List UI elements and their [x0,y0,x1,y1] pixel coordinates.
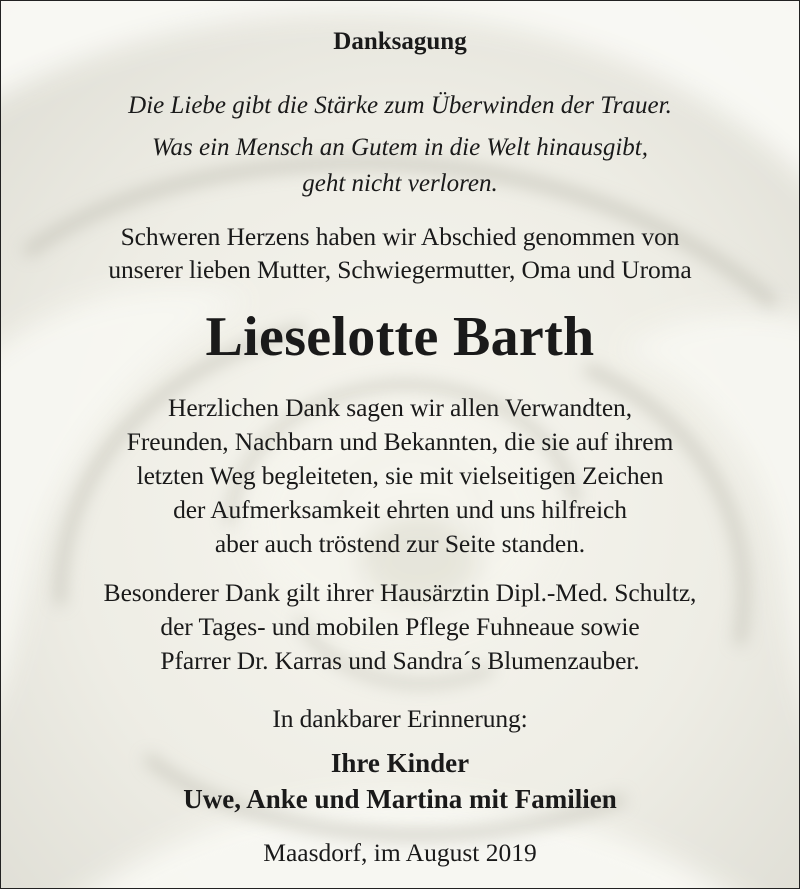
thanks-line: Herzlichen Dank sagen wir allen Verwandten, [168,393,632,422]
thanks-line: letzten Weg begleiteten, sie mit vielseitigen Zeichen [136,461,664,490]
notice-heading: Danksagung [333,28,467,55]
signature-line: Ihre Kinder [330,748,470,778]
thanks-line: der Aufmerksamkeit ehrten und uns hilfreich [173,495,627,524]
quote-line: Die Liebe gibt die Stärke zum Überwinden der Trauer. [128,92,672,119]
special-thanks-line: Pfarrer Dr. Karras und Sandra´s Blumenzauber. [160,646,640,675]
deceased-name: Lieselotte Barth [205,306,595,368]
intro-line: unserer lieben Mutter, Schwiegermutter, Oma und Uroma [108,255,692,284]
special-thanks-line: der Tages- und mobilen Pflege Fuhneaue sowie [160,612,640,641]
special-thanks-line: Besonderer Dank gilt ihrer Hausärztin Dipl.-Med. Schultz, [103,578,697,607]
thanks-line: aber auch tröstend zur Seite standen. [214,529,586,558]
thanks-line: Freunden, Nachbarn und Bekannten, die sie auf ihrem [126,427,674,456]
closing-line: In dankbarer Erinnerung: [272,704,528,733]
intro-line: Schweren Herzens haben wir Abschied genommen von [120,222,680,251]
quote-line: Was ein Mensch an Gutem in die Welt hinausgibt, [151,134,649,161]
signature-line: Uwe, Anke und Martina mit Familien [183,784,617,814]
place-date: Maasdorf, im August 2019 [263,838,537,867]
quote-line: geht nicht verloren. [302,170,498,197]
